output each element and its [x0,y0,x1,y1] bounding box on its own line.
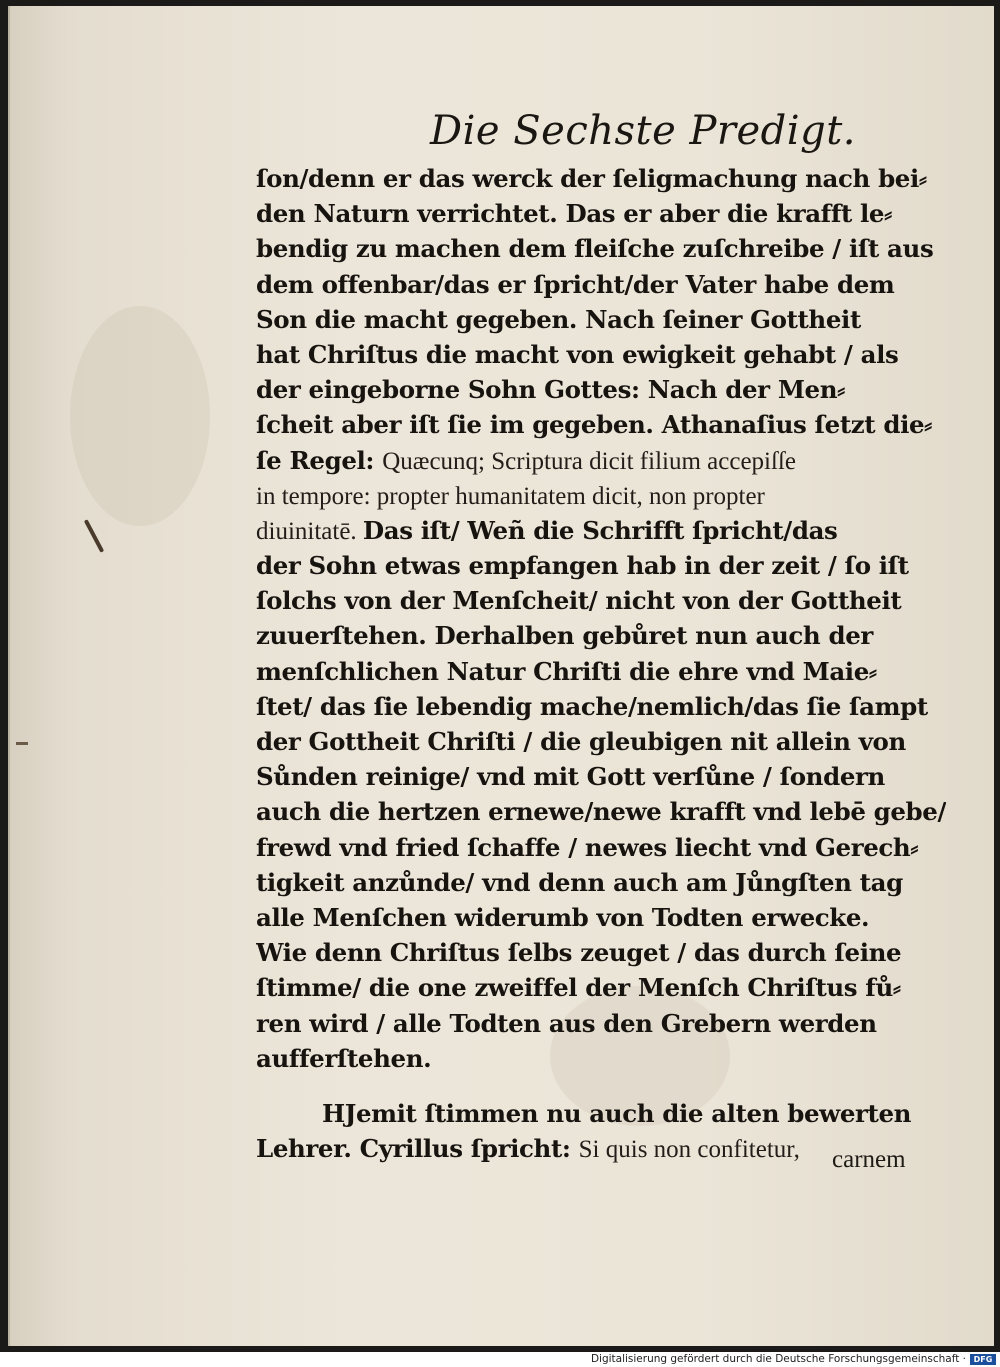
text-line: tigkeit anzůnde/ vnd denn auch am Jůngſten tag [256,867,903,897]
text-line: aufferſtehen. [256,1043,432,1073]
text-line: frewd vnd fried ſchaffe / newes liecht vnd Gerech⸗ [256,832,919,862]
text-line: ſtet/ das ſie lebendig mache/nemlich/das ſie ſampt [256,691,928,721]
latin-quote: in tempore: propter humanitatem dicit, non propter [256,482,765,510]
text-line: auch die hertzen ernewe/newe krafft vnd lebē gebe/ [256,797,946,827]
text-line: alle Menſchen widerumb von Todten erwecke. [256,902,870,932]
text-line: ſon/denn er das werck der ſeligmachung nach bei⸗ [256,164,927,193]
text-line: Lehrer. Cyrillus ſpricht: Si quis non confitetur, [256,1134,800,1164]
text-line: ſtimme/ die one zweiffel der Menſch Chriſtus fů⸗ [256,973,901,1003]
text-line: dem offenbar/das er ſpricht/der Vater habe dem [256,269,895,299]
latin-quote: diuinitatē. [256,517,363,545]
text-line: bendig zu machen dem fleiſche zuſchreibe / iſt aus [256,234,934,264]
text-line: hat Chriſtus die macht von ewigkeit gehabt / als [256,339,899,369]
text-line: ren wird / alle Todten aus den Grebern werden [256,1008,877,1038]
text-line: der Gottheit Chriſti / die gleubigen nit allein von [256,727,906,756]
text-line: Sůnden reinige/ vnd mit Gott verſůne / ſondern [256,762,885,792]
latin-quote: Quæcunq; Scriptura dicit filium accepiſſe [382,447,796,475]
text-line: HJemit ſtimmen nu auch die alten bewerten [322,1098,912,1128]
text-line: den Naturn verrichtet. Das er aber die krafft le⸗ [256,199,892,229]
page-stain [70,306,210,526]
text-line: Wie denn Chriſtus ſelbs zeuget / das durch ſeine [256,938,902,968]
text-line: menſchlichen Natur Chriſti die ehre vnd Maie⸗ [256,656,877,686]
text-line: diuinitatē. Das iſt/ Weñ die Schrifft ſpricht/das [256,515,838,545]
text-line: zuuerſtehen. Derhalben gebůret nun auch der [256,621,873,651]
funding-credit: Digitalisierung gefördert durch die Deutsche Forschungsgemeinschaft · [590,1353,966,1365]
text-line: der Sohn etwas empfangen hab in der zeit / ſo iſt [256,551,909,581]
text-line: Son die macht gegeben. Nach ſeiner Gottheit [256,304,861,334]
text-line: ſcheit aber iſt ſie im gegeben. Athanaſius ſetzt die⸗ [256,410,932,440]
running-head: Die Sechste Predigt. [430,108,856,154]
dfg-logo: DFG [970,1354,996,1365]
catchword: carnem [832,1146,906,1173]
text-line: ſolchs von der Menſcheit/ nicht von der Gottheit [256,586,902,616]
text-line: ſe Regel: Quæcunq; Scriptura dicit filium accepiſſe [256,445,796,475]
text-line: der eingeborne Sohn Gottes: Nach der Men⸗ [256,375,845,405]
main-text-block [256,161,946,1166]
margin-ink-dash [16,742,28,745]
text-line [256,478,946,513]
paragraph-gap [256,1076,946,1096]
latin-quote: Si quis non confitetur, [578,1136,800,1164]
